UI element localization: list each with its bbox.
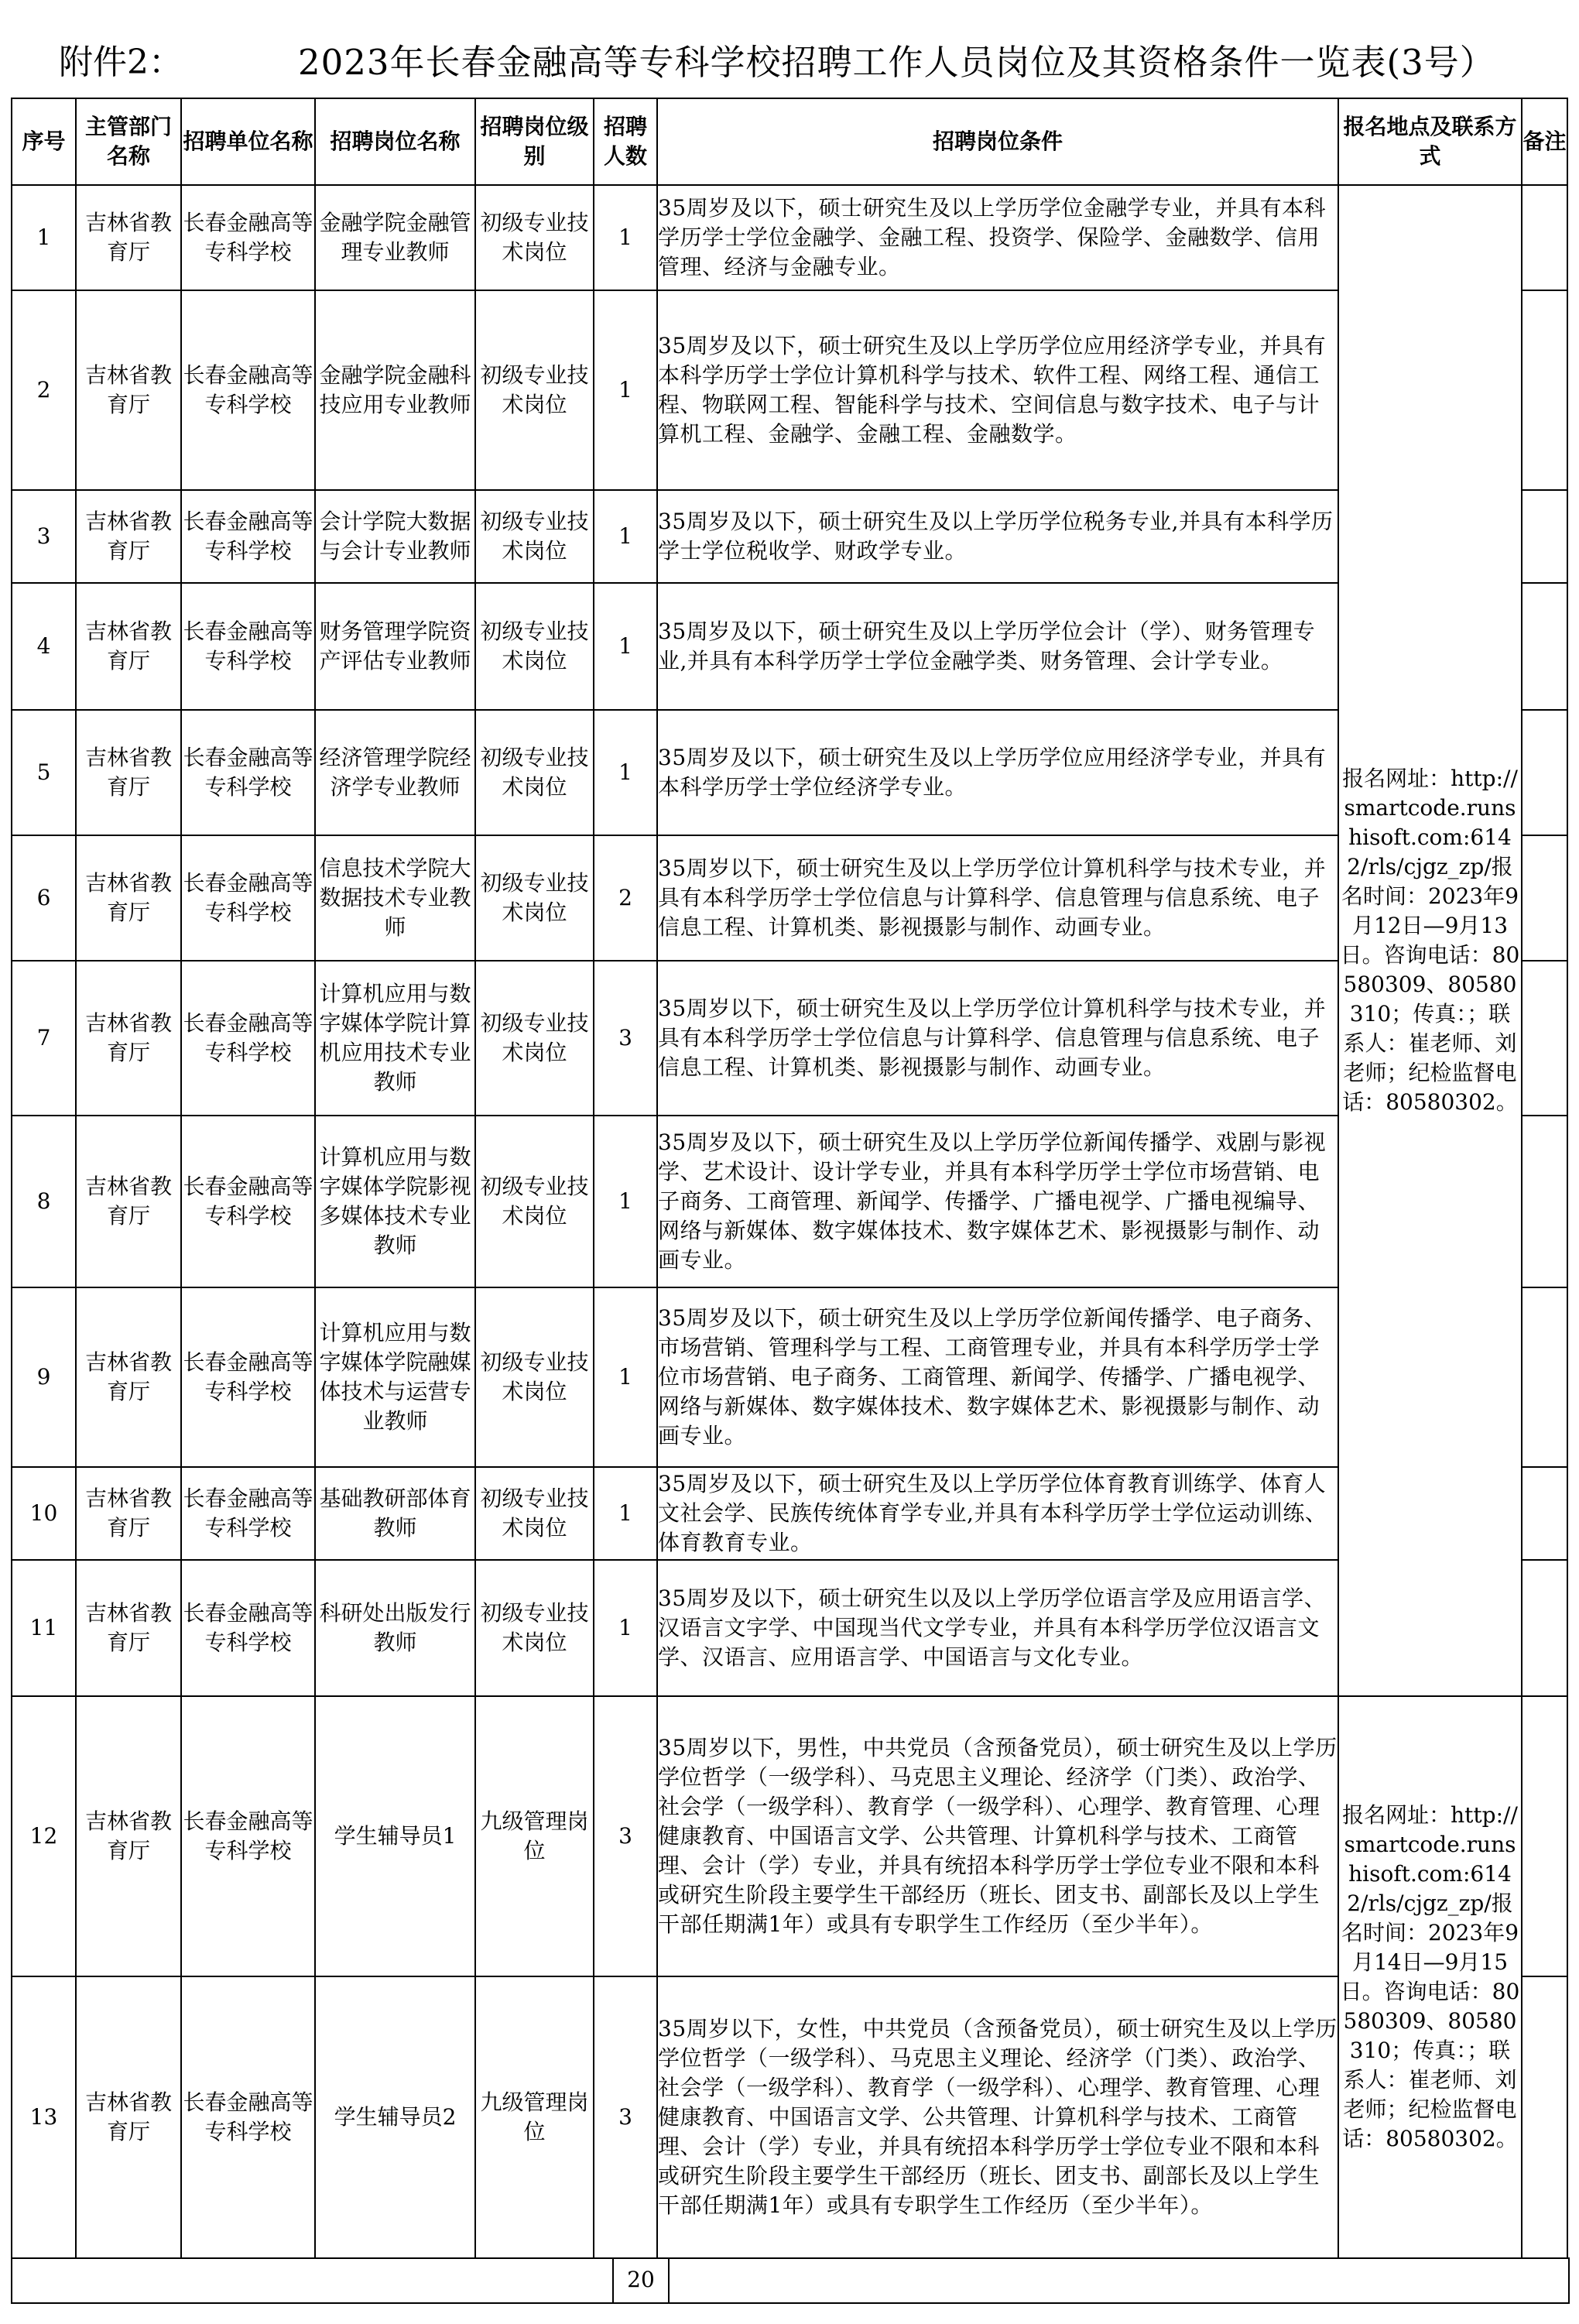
cell-unit: 长春金融高等专科学校 [181, 710, 315, 835]
cell-unit: 长春金融高等专科学校 [181, 185, 315, 290]
cell-seq: 2 [12, 290, 76, 490]
cell-position: 金融学院金融科技应用专业教师 [315, 290, 475, 490]
cell-dept: 吉林省教育厅 [76, 1696, 181, 1976]
page-footer [11, 2257, 1570, 2304]
cell-position: 信息技术学院大数据技术专业教师 [315, 835, 475, 961]
cell-dept: 吉林省教育厅 [76, 583, 181, 710]
cell-position: 基础教研部体育教师 [315, 1467, 475, 1560]
cell-conditions: 35周岁及以下，硕士研究生及以上学历学位新闻传播学、电子商务、市场营销、管理科学与工程、工商管理专业，并具有本科学历学士学位市场营销、电子商务、工商管理、新闻学、传播学、广播电视学、网络与新媒体、数字媒体技术、数字媒体艺术、影视摄影与制作、动画专业。 [657, 1287, 1338, 1467]
cell-level: 初级专业技术岗位 [475, 835, 594, 961]
cell-level: 初级专业技术岗位 [475, 1287, 594, 1467]
cell-level: 初级专业技术岗位 [475, 710, 594, 835]
cell-conditions: 35周岁及以下，硕士研究生及以上学历学位会计（学）、财务管理专业,并具有本科学历学士学位金融学类、财务管理、会计学专业。 [657, 583, 1338, 710]
cell-level: 初级专业技术岗位 [475, 961, 594, 1116]
cell-level: 初级专业技术岗位 [475, 1116, 594, 1287]
cell-remark [1522, 710, 1567, 835]
cell-unit: 长春金融高等专科学校 [181, 1976, 315, 2258]
cell-seq: 13 [12, 1976, 76, 2258]
page-number: 20 [612, 2257, 670, 2302]
cell-seq: 8 [12, 1116, 76, 1287]
cell-level: 初级专业技术岗位 [475, 583, 594, 710]
header-position: 招聘岗位名称 [315, 98, 475, 185]
cell-seq: 4 [12, 583, 76, 710]
cell-unit: 长春金融高等专科学校 [181, 490, 315, 583]
cell-remark [1522, 185, 1567, 290]
cell-position: 金融学院金融管理专业教师 [315, 185, 475, 290]
cell-count: 1 [594, 583, 657, 710]
header-dept: 主管部门名称 [76, 98, 181, 185]
header-remark: 备注 [1522, 98, 1567, 185]
cell-level: 初级专业技术岗位 [475, 290, 594, 490]
recruitment-table [11, 98, 1568, 2259]
table-row [12, 961, 1567, 1116]
cell-position: 经济管理学院经济学专业教师 [315, 710, 475, 835]
cell-count: 1 [594, 185, 657, 290]
cell-seq: 1 [12, 185, 76, 290]
table-row [12, 710, 1567, 835]
cell-remark [1522, 1116, 1567, 1287]
document-title [0, 0, 1579, 96]
cell-dept: 吉林省教育厅 [76, 185, 181, 290]
cell-position: 计算机应用与数字媒体学院计算机应用技术专业教师 [315, 961, 475, 1116]
cell-position: 计算机应用与数字媒体学院融媒体技术与运营专业教师 [315, 1287, 475, 1467]
cell-unit: 长春金融高等专科学校 [181, 1560, 315, 1696]
cell-seq: 7 [12, 961, 76, 1116]
cell-position: 财务管理学院资产评估专业教师 [315, 583, 475, 710]
cell-level: 初级专业技术岗位 [475, 1467, 594, 1560]
cell-seq: 3 [12, 490, 76, 583]
cell-level: 初级专业技术岗位 [475, 1560, 594, 1696]
cell-dept: 吉林省教育厅 [76, 1287, 181, 1467]
cell-dept: 吉林省教育厅 [76, 1560, 181, 1696]
cell-unit: 长春金融高等专科学校 [181, 961, 315, 1116]
cell-position: 计算机应用与数字媒体学院影视多媒体技术专业教师 [315, 1116, 475, 1287]
cell-position: 学生辅导员1 [315, 1696, 475, 1976]
cell-position: 学生辅导员2 [315, 1976, 475, 2258]
cell-count: 1 [594, 1287, 657, 1467]
cell-level: 九级管理岗位 [475, 1976, 594, 2258]
cell-dept: 吉林省教育厅 [76, 835, 181, 961]
cell-dept: 吉林省教育厅 [76, 1976, 181, 2258]
header-contact: 报名地点及联系方式 [1338, 98, 1522, 185]
cell-count: 3 [594, 1696, 657, 1976]
cell-remark [1522, 290, 1567, 490]
cell-conditions: 35周岁及以下，硕士研究生及以上学历学位金融学专业，并具有本科学历学士学位金融学、金融工程、投资学、保险学、金融数学、信用管理、经济与金融专业。 [657, 185, 1338, 290]
table-title: 2023年长春金融高等专科学校招聘工作人员岗位及其资格条件一览表(3号） [298, 42, 1495, 83]
cell-conditions: 35周岁及以下，硕士研究生及以上学历学位新闻传播学、戏剧与影视学、艺术设计、设计学专业，并具有本科学历学士学位市场营销、电子商务、工商管理、新闻学、传播学、广播电视学、广播电视编导、网络与新媒体、数字媒体技术、数字媒体艺术、影视摄影与制作、动画专业。 [657, 1116, 1338, 1287]
cell-conditions: 35周岁及以下，硕士研究生以及以上学历学位语言学及应用语言学、汉语言文字学、中国现当代文学专业，并具有本科学历学位汉语言文学、汉语言、应用语言学、中国语言与文化专业。 [657, 1560, 1338, 1696]
table-row [12, 290, 1567, 490]
table-row [12, 1116, 1567, 1287]
cell-count: 2 [594, 835, 657, 961]
cell-conditions: 35周岁以下，硕士研究生及以上学历学位计算机科学与技术专业，并具有本科学历学士学位信息与计算科学、信息管理与信息系统、电子信息工程、计算机类、影视摄影与制作、动画专业。 [657, 961, 1338, 1116]
cell-remark [1522, 1696, 1567, 1976]
cell-position: 会计学院大数据与会计专业教师 [315, 490, 475, 583]
table-row [12, 1287, 1567, 1467]
cell-dept: 吉林省教育厅 [76, 490, 181, 583]
cell-unit: 长春金融高等专科学校 [181, 1467, 315, 1560]
table-row [12, 1467, 1567, 1560]
cell-dept: 吉林省教育厅 [76, 961, 181, 1116]
table-header-row [12, 98, 1567, 185]
cell-conditions: 35周岁及以下，硕士研究生及以上学历学位应用经济学专业，并具有本科学历学士学位计算机科学与技术、软件工程、网络工程、通信工程、物联网工程、智能科学与技术、空间信息与数字技术、电子与计算机工程、金融学、金融工程、金融数学。 [657, 290, 1338, 490]
cell-count: 1 [594, 290, 657, 490]
attachment-label: 附件2： [59, 43, 183, 82]
cell-remark [1522, 1287, 1567, 1467]
header-count: 招聘人数 [594, 98, 657, 185]
table-row [12, 835, 1567, 961]
cell-remark [1522, 961, 1567, 1116]
cell-seq: 6 [12, 835, 76, 961]
cell-count: 1 [594, 1560, 657, 1696]
cell-seq: 5 [12, 710, 76, 835]
cell-count: 3 [594, 1976, 657, 2258]
cell-dept: 吉林省教育厅 [76, 1467, 181, 1560]
cell-conditions: 35周岁以下，硕士研究生及以上学历学位计算机科学与技术专业，并具有本科学历学士学位信息与计算科学、信息管理与信息系统、电子信息工程、计算机类、影视摄影与制作、动画专业。 [657, 835, 1338, 961]
cell-count: 3 [594, 961, 657, 1116]
table-row [12, 185, 1567, 290]
cell-remark [1522, 835, 1567, 961]
cell-remark [1522, 1467, 1567, 1560]
cell-contact-group-1: 报名网址：http://smartcode.runshisoft.com:6142/rls/cjgz_zp/报名时间：2023年9月12日—9月13日。咨询电话：80580309、80580310；传真：；联系人：崔老师、刘老师；纪检监督电话：80580302。 [1338, 185, 1522, 1696]
cell-unit: 长春金融高等专科学校 [181, 1287, 315, 1467]
cell-dept: 吉林省教育厅 [76, 710, 181, 835]
header-seq: 序号 [12, 98, 76, 185]
table-row [12, 1560, 1567, 1696]
cell-count: 1 [594, 1467, 657, 1560]
cell-remark [1522, 583, 1567, 710]
header-level: 招聘岗位级别 [475, 98, 594, 185]
cell-dept: 吉林省教育厅 [76, 290, 181, 490]
header-unit: 招聘单位名称 [181, 98, 315, 185]
cell-unit: 长春金融高等专科学校 [181, 835, 315, 961]
cell-level: 初级专业技术岗位 [475, 185, 594, 290]
cell-conditions: 35周岁及以下，硕士研究生及以上学历学位税务专业,并具有本科学历学士学位税收学、财政学专业。 [657, 490, 1338, 583]
cell-unit: 长春金融高等专科学校 [181, 1696, 315, 1976]
cell-seq: 12 [12, 1696, 76, 1976]
table-row [12, 1976, 1567, 2258]
cell-conditions: 35周岁及以下，硕士研究生及以上学历学位应用经济学专业，并具有本科学历学士学位经济学专业。 [657, 710, 1338, 835]
header-conditions: 招聘岗位条件 [657, 98, 1338, 185]
cell-level: 初级专业技术岗位 [475, 490, 594, 583]
cell-conditions: 35周岁以下，男性，中共党员（含预备党员），硕士研究生及以上学历学位哲学（一级学科）、马克思主义理论、经济学（门类）、政治学、社会学（一级学科）、教育学（一级学科）、心理学、教育管理、心理健康教育、中国语言文学、公共管理、计算机科学与技术、工商管理、会计（学）专业，并具有统招本科学历学士学位专业不限和本科或研究生阶段主要学生干部经历（班长、团支书、副部长及以上学生干部任期满1年）或具有专职学生工作经历（至少半年）。 [657, 1696, 1338, 1976]
cell-unit: 长春金融高等专科学校 [181, 583, 315, 710]
cell-position: 科研处出版发行教师 [315, 1560, 475, 1696]
cell-conditions: 35周岁及以下，硕士研究生及以上学历学位体育教育训练学、体育人文社会学、民族传统体育学专业,并具有本科学历学士学位运动训练、体育教育专业。 [657, 1467, 1338, 1560]
cell-contact-group-2: 报名网址：http://smartcode.runshisoft.com:6142/rls/cjgz_zp/报名时间：2023年9月14日—9月15日。咨询电话：80580309、80580310；传真：；联系人：崔老师、刘老师；纪检监督电话：80580302。 [1338, 1696, 1522, 2258]
cell-unit: 长春金融高等专科学校 [181, 1116, 315, 1287]
cell-remark [1522, 1976, 1567, 2258]
table-row [12, 490, 1567, 583]
cell-unit: 长春金融高等专科学校 [181, 290, 315, 490]
cell-seq: 10 [12, 1467, 76, 1560]
cell-count: 1 [594, 710, 657, 835]
cell-dept: 吉林省教育厅 [76, 1116, 181, 1287]
cell-remark [1522, 1560, 1567, 1696]
table-row [12, 1696, 1567, 1976]
table-row [12, 583, 1567, 710]
cell-count: 1 [594, 1116, 657, 1287]
cell-remark [1522, 490, 1567, 583]
cell-seq: 11 [12, 1560, 76, 1696]
cell-seq: 9 [12, 1287, 76, 1467]
cell-level: 九级管理岗位 [475, 1696, 594, 1976]
cell-conditions: 35周岁以下，女性，中共党员（含预备党员），硕士研究生及以上学历学位哲学（一级学科）、马克思主义理论、经济学（门类）、政治学、社会学（一级学科）、教育学（一级学科）、心理学、教育管理、心理健康教育、中国语言文学、公共管理、计算机科学与技术、工商管理、会计（学）专业，并具有统招本科学历学士学位专业不限和本科或研究生阶段主要学生干部经历（班长、团支书、副部长及以上学生干部任期满1年）或具有专职学生工作经历（至少半年）。 [657, 1976, 1338, 2258]
cell-count: 1 [594, 490, 657, 583]
